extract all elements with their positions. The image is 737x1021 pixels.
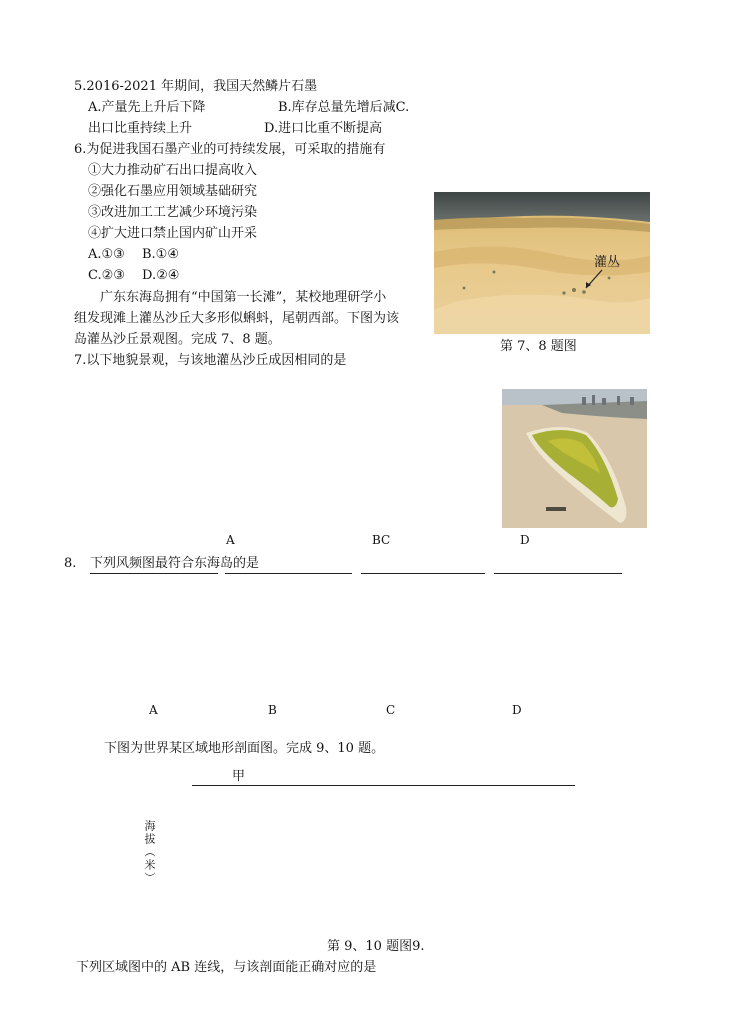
q9-stem: 下列区域图中的 AB 连线，与该剖面能正确对应的是 (76, 960, 377, 975)
q7-label-bc: BC (372, 533, 391, 547)
q6-option-d: D.②④ (142, 268, 180, 283)
shrub-dune-photo (434, 192, 650, 334)
q8-rule-4 (494, 573, 622, 574)
intro78-line1: 广东东海岛拥有“中国第一长滩”，某校地理研学小 (100, 290, 387, 305)
q5-option-d: D.进口比重不断提高 (264, 121, 383, 136)
q6-item-2: ②强化石墨应用领域基础研究 (88, 184, 258, 199)
q6-option-c: C.②③ (88, 268, 125, 283)
q8-number: 8. (64, 556, 77, 571)
q8-rule-3 (361, 573, 485, 574)
shrub-label: 灌丛 (594, 255, 621, 270)
q6-item-4: ④扩大进口禁止国内矿山开采 (88, 226, 258, 241)
river-island-photo (502, 389, 647, 528)
q5-stem: 5.2016-2021 年期间，我国天然鳞片石墨 (74, 79, 318, 94)
intro910-text: 下图为世界某区域地形剖面图。完成 9、10 题。 (104, 741, 385, 756)
q8-label-a: A (149, 703, 158, 717)
profile-caption: 第 9、10 题图9. (327, 939, 425, 954)
q6-option-b: B.①④ (142, 247, 179, 262)
intro78-line2: 组发现滩上灌丛沙丘大多形似蝌蚪，尾朝西部。下图为该 (74, 311, 400, 326)
q8-rule-1 (90, 573, 218, 574)
profile-top-rule (192, 785, 575, 786)
q8-stem: 下列风频图最符合东海岛的是 (90, 556, 260, 571)
q6-option-a: A.①③ (88, 247, 125, 262)
q7-stem: 7.以下地貌景观，与该地灌丛沙丘成因相同的是 (74, 353, 347, 368)
q6-item-1: ①大力推动矿石出口提高收入 (88, 163, 258, 178)
profile-yaxis-label: 海拔（米） (143, 820, 156, 885)
q6-item-3: ③改进加工工艺减少环境污染 (88, 205, 258, 220)
q5-option-b: B.库存总量先增后减C. (278, 100, 410, 115)
intro78-line3: 岛灌丛沙丘景观图。完成 7、8 题。 (74, 332, 281, 347)
q8-label-c: C (386, 703, 396, 717)
q8-label-d: D (512, 703, 522, 717)
q8-rule-2 (225, 573, 352, 574)
profile-label-jia: 甲 (232, 769, 246, 784)
q8-label-b: B (268, 703, 277, 717)
q5-option-c: 出口比重持续上升 (88, 121, 193, 136)
q6-stem: 6.为促进我国石墨产业的可持续发展，可采取的措施有 (74, 142, 386, 157)
q7-label-d: D (520, 533, 530, 547)
river-island-image (502, 389, 647, 528)
photo1-caption: 第 7、8 题图 (500, 339, 577, 354)
q5-option-a: A.产量先上升后下降 (88, 100, 206, 115)
q7-label-a: A (226, 533, 235, 547)
